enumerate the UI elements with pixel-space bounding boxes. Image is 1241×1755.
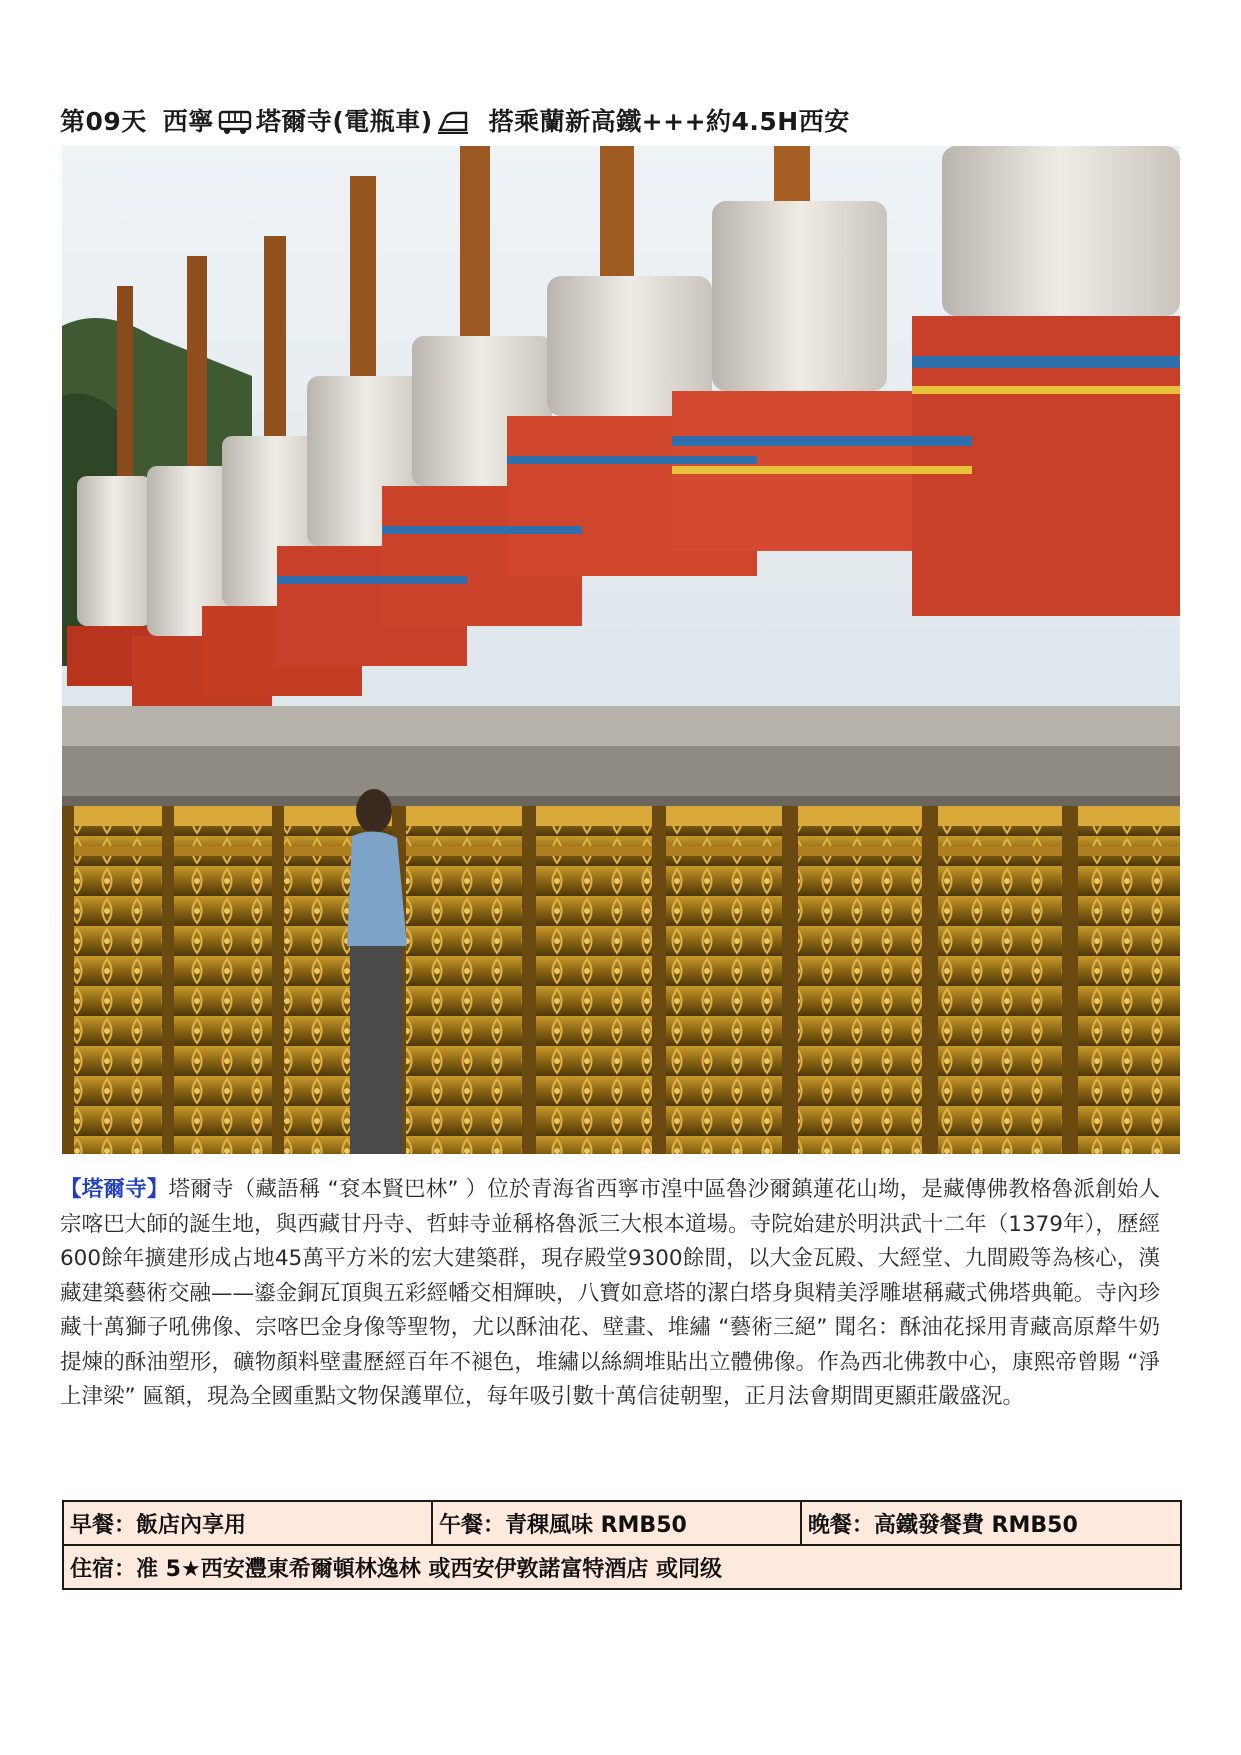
description-text: 塔爾寺（藏語稱 “袞本賢巴林” ）位於青海省西寧市湟中區魯沙爾鎮蓮花山坳，是藏傳佛教格魯派創始人宗喀巴大師的誕生地，與西藏甘丹寺、哲蚌寺並稱格魯派三大根本道場。寺院始建於明洪武十二年（1379年），歷經600餘年擴建形成占地45萬平方米的宏大建築群，現存殿堂9300餘間，以大金瓦殿、大經堂、九間殿等為核心，漢藏建築藝術交融——鎏金銅瓦頂與五彩經幡交相輝映，八寶如意塔的潔白塔身與精美浮雕堪稱藏式佛塔典範。寺內珍藏十萬獅子吼佛像、宗喀巴金身像等聖物，尤以酥油花、壁畫、堆繡 “藝術三絕” 聞名：酥油花採用青藏高原犛牛奶提煉的酥油塑形，礦物顏料壁畫歷經百年不褪色，堆繡以絲綢堆貼出立體佛像。作為西北佛教中心，康熙帝曾賜 “淨上津梁” 匾額，現為全國重點文物保護單位，每年吸引數十萬信徒朝聖，正月法會期間更顯莊嚴盛況。 <box>60 1177 1160 1409</box>
description-paragraph <box>60 1173 1160 1415</box>
origin-city: 西寧 <box>162 107 214 136</box>
train-icon <box>433 106 473 135</box>
day-title <box>60 100 850 140</box>
breakfast-cell: 早餐：飯店內享用 <box>63 1501 432 1545</box>
hotel-row <box>63 1545 1181 1589</box>
attraction-name: 塔爾寺(電瓶車) <box>255 107 433 136</box>
hotel-cell: 住宿：准 5★西安灃東希爾頓林逸林 或西安伊敦諾富特酒店 或同级 <box>63 1545 1181 1589</box>
destination-text: 搭乘蘭新高鐵+++約4.5H西安 <box>488 107 850 136</box>
description-label: 【塔爾寺】 <box>60 1177 169 1202</box>
stupa-photo <box>62 146 1180 1154</box>
bus-icon <box>214 106 256 135</box>
meals-row <box>63 1501 1181 1545</box>
dinner-cell: 晚餐：高鐵發餐費 RMB50 <box>801 1501 1181 1545</box>
lunch-cell: 午餐：青稞風味 RMB50 <box>432 1501 801 1545</box>
meals-table <box>62 1500 1182 1590</box>
day-label: 第09天 <box>60 107 147 136</box>
